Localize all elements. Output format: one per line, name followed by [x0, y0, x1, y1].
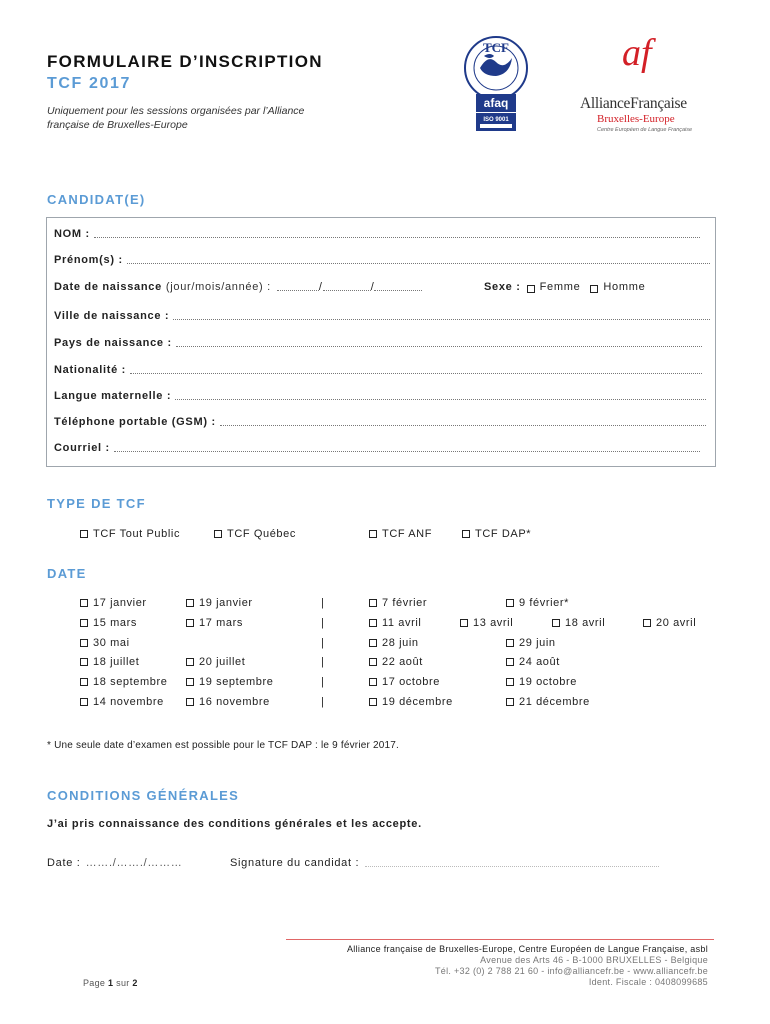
sexe-field: [484, 279, 645, 293]
af-name: AllianceFrançaise: [580, 95, 687, 112]
date-option[interactable]: [80, 656, 139, 668]
date-label: 20 juillet: [199, 656, 246, 668]
footer-line-4: Ident. Fiscale : 0408099685: [588, 977, 708, 987]
tcf-logo: [460, 34, 532, 134]
tcf-dap-option[interactable]: [462, 528, 531, 540]
date-option[interactable]: [186, 597, 253, 609]
date-label: 28 juin: [382, 637, 419, 649]
tcf-quebec-option[interactable]: [214, 528, 296, 540]
date-checkbox[interactable]: [80, 619, 88, 627]
tcf-quebec-checkbox[interactable]: [214, 530, 222, 538]
tcf-seal-text: TCF: [483, 40, 509, 55]
tcf-anf-option[interactable]: [369, 528, 432, 540]
sexe-label: Sexe :: [484, 281, 521, 293]
date-checkbox[interactable]: [80, 698, 88, 706]
date-checkbox[interactable]: [369, 678, 377, 686]
date-label: 13 avril: [473, 617, 514, 629]
date-label: 21 décembre: [519, 696, 590, 708]
tcf-tout-public-checkbox[interactable]: [80, 530, 88, 538]
pays-line[interactable]: [176, 346, 702, 347]
date-checkbox[interactable]: [506, 639, 514, 647]
date-checkbox[interactable]: [369, 619, 377, 627]
date-label: 19 janvier: [199, 597, 253, 609]
dob-month-line[interactable]: [323, 290, 371, 291]
femme-checkbox[interactable]: [527, 285, 535, 293]
date-label: 18 septembre: [93, 676, 168, 688]
date-option[interactable]: [80, 637, 130, 649]
candidat-heading: CANDIDAT(E): [47, 192, 146, 207]
date-label: 22 août: [382, 656, 423, 668]
date-option[interactable]: [369, 696, 453, 708]
intro-text: [47, 104, 347, 132]
date-label: 17 janvier: [93, 597, 147, 609]
nom-line[interactable]: [94, 237, 700, 238]
date-option[interactable]: [506, 597, 569, 609]
date-separator: |: [321, 696, 324, 708]
date-option[interactable]: [369, 656, 423, 668]
langue-label: Langue maternelle :: [54, 390, 172, 402]
signature-label: Signature du candidat :: [230, 857, 360, 869]
date-label: 30 mai: [93, 637, 130, 649]
date-option[interactable]: [186, 676, 273, 688]
date-checkbox[interactable]: [506, 678, 514, 686]
date-label: 19 octobre: [519, 676, 577, 688]
intro-line-1: Uniquement pour les sessions organisées par l’Alliance: [47, 105, 305, 117]
date-option[interactable]: [506, 637, 556, 649]
prenom-field[interactable]: [54, 252, 710, 266]
tcf-quebec-label: TCF Québec: [227, 528, 296, 540]
date-label: 20 avril: [656, 617, 697, 629]
intro-line-2: française de Bruxelles-Europe: [47, 119, 188, 131]
afaq-text: afaq: [483, 96, 509, 110]
footer-line-1: Alliance française de Bruxelles-Europe, Centre Européen de Langue Française, asbl: [347, 944, 708, 954]
date-checkbox[interactable]: [80, 678, 88, 686]
date-option[interactable]: [552, 617, 605, 629]
nom-field[interactable]: [54, 226, 700, 240]
conditions-heading: CONDITIONS GÉNÉRALES: [47, 788, 240, 803]
date-option[interactable]: [460, 617, 513, 629]
ville-line[interactable]: [173, 319, 710, 320]
date-label: 15 mars: [93, 617, 137, 629]
page-sep: sur: [116, 978, 130, 988]
date-separator: |: [321, 617, 324, 629]
tcf-dap-label: TCF DAP*: [475, 528, 532, 540]
langue-line[interactable]: [175, 399, 706, 400]
date-label: 19 décembre: [382, 696, 453, 708]
date-separator: |: [321, 637, 324, 649]
date-option[interactable]: [80, 597, 147, 609]
date-option[interactable]: [369, 617, 421, 629]
date-checkbox[interactable]: [80, 599, 88, 607]
af-monogram: af: [622, 32, 652, 74]
courriel-label: Courriel :: [54, 442, 110, 454]
date-label: 14 novembre: [93, 696, 164, 708]
pays-field[interactable]: [54, 335, 702, 349]
telephone-line[interactable]: [220, 425, 706, 426]
iso-text: ISO 9001: [483, 117, 509, 123]
tcf-tout-public-option[interactable]: [80, 528, 180, 540]
date-option[interactable]: [186, 656, 245, 668]
date-label: 19 septembre: [199, 676, 274, 688]
date-label: 29 juin: [519, 637, 556, 649]
signature-line[interactable]: [365, 866, 659, 867]
dob-day-line[interactable]: [277, 290, 319, 291]
nationalite-field[interactable]: [54, 362, 702, 376]
date-label: 11 avril: [382, 617, 422, 629]
date-checkbox[interactable]: [80, 658, 88, 666]
date-option[interactable]: [506, 656, 560, 668]
dob-note: (jour/mois/année) :: [165, 281, 271, 293]
homme-checkbox[interactable]: [590, 285, 598, 293]
date-checkbox[interactable]: [186, 678, 194, 686]
af-city: Bruxelles-Europe: [597, 113, 675, 125]
date-checkbox[interactable]: [460, 619, 468, 627]
date-option[interactable]: [506, 676, 577, 688]
prenom-label: Prénom(s) :: [54, 254, 123, 266]
tcf-tout-public-label: TCF Tout Public: [93, 528, 181, 540]
femme-label: Femme: [539, 281, 581, 293]
tcf-anf-checkbox[interactable]: [369, 530, 377, 538]
date-checkbox[interactable]: [186, 658, 194, 666]
form-subtitle: TCF 2017: [47, 75, 131, 92]
type-tcf-heading: TYPE DE TCF: [47, 496, 146, 511]
courriel-line[interactable]: [114, 451, 700, 452]
date-option[interactable]: [643, 617, 696, 629]
date-checkbox[interactable]: [506, 599, 514, 607]
af-tagline: Centre Européen de Langue Française: [597, 127, 693, 133]
page-total: 2: [132, 978, 138, 988]
date-label: 17 octobre: [382, 676, 440, 688]
page-number: [83, 978, 138, 988]
date-option[interactable]: [369, 597, 427, 609]
date-separator: |: [321, 597, 324, 609]
dob-year-line[interactable]: [374, 290, 422, 291]
date-option[interactable]: [80, 676, 167, 688]
date-option[interactable]: [186, 617, 243, 629]
date-option[interactable]: [369, 637, 419, 649]
page-prefix: Page: [83, 978, 106, 988]
date-option[interactable]: [506, 696, 590, 708]
date-heading: DATE: [47, 566, 87, 581]
pays-label: Pays de naissance :: [54, 337, 172, 349]
signature-date-field[interactable]: [47, 857, 183, 869]
date-checkbox[interactable]: [369, 698, 377, 706]
date-label: 9 février*: [519, 597, 570, 609]
page-current: 1: [108, 978, 114, 988]
date-label: 18 juillet: [93, 656, 140, 668]
footer-line-3: Tél. +32 (0) 2 788 21 60 - info@alliancefr.be - www.alliancefr.be: [434, 966, 708, 976]
courriel-field[interactable]: [54, 440, 700, 454]
date-label: 17 mars: [199, 617, 243, 629]
langue-field[interactable]: [54, 388, 706, 402]
date-footnote: * Une seule date d’examen est possible pour le TCF DAP : le 9 février 2017.: [47, 740, 400, 751]
date-label: 16 novembre: [199, 696, 270, 708]
tcf-anf-label: TCF ANF: [382, 528, 433, 540]
form-title: FORMULAIRE D’INSCRIPTION: [47, 52, 323, 71]
tcf-dap-checkbox[interactable]: [462, 530, 470, 538]
telephone-field[interactable]: [54, 414, 706, 428]
alliance-francaise-logo: [577, 32, 717, 147]
nationalite-label: Nationalité :: [54, 364, 127, 376]
date-checkbox[interactable]: [369, 658, 377, 666]
ville-label: Ville de naissance :: [54, 310, 170, 322]
date-label: 7 février: [382, 597, 428, 609]
nationalite-line[interactable]: [130, 373, 702, 374]
date-option[interactable]: [369, 676, 440, 688]
date-checkbox[interactable]: [369, 639, 377, 647]
date-label: 18 avril: [565, 617, 606, 629]
date-option[interactable]: [186, 696, 270, 708]
date-checkbox[interactable]: [506, 658, 514, 666]
date-checkbox[interactable]: [80, 639, 88, 647]
accept-text: J’ai pris connaissance des conditions générales et les accepte.: [47, 818, 422, 830]
date-checkbox[interactable]: [506, 698, 514, 706]
footer-divider: [286, 939, 714, 940]
date-option[interactable]: [80, 617, 137, 629]
dob-field[interactable]: Date de naissance (jour/mois/année) : / /: [54, 279, 422, 293]
homme-label: Homme: [603, 281, 646, 293]
date-option[interactable]: [80, 696, 164, 708]
date-checkbox[interactable]: [369, 599, 377, 607]
date-checkbox[interactable]: [186, 619, 194, 627]
date-checkbox[interactable]: [643, 619, 651, 627]
telephone-label: Téléphone portable (GSM) :: [54, 416, 216, 428]
signature-date-placeholder[interactable]: ……./……./………: [85, 857, 183, 869]
footer-line-2: Avenue des Arts 46 - B-1000 BRUXELLES - Belgique: [480, 955, 708, 965]
date-checkbox[interactable]: [186, 698, 194, 706]
date-label: 24 août: [519, 656, 560, 668]
date-separator: |: [321, 676, 324, 688]
date-checkbox[interactable]: [552, 619, 560, 627]
dob-label: Date de naissance: [54, 281, 162, 293]
nom-label: NOM :: [54, 228, 90, 240]
date-separator: |: [321, 656, 324, 668]
signature-field[interactable]: [230, 857, 659, 869]
date-checkbox[interactable]: [186, 599, 194, 607]
signature-date-label: Date :: [47, 857, 81, 869]
prenom-line[interactable]: [127, 263, 710, 264]
ville-field[interactable]: [54, 308, 710, 322]
